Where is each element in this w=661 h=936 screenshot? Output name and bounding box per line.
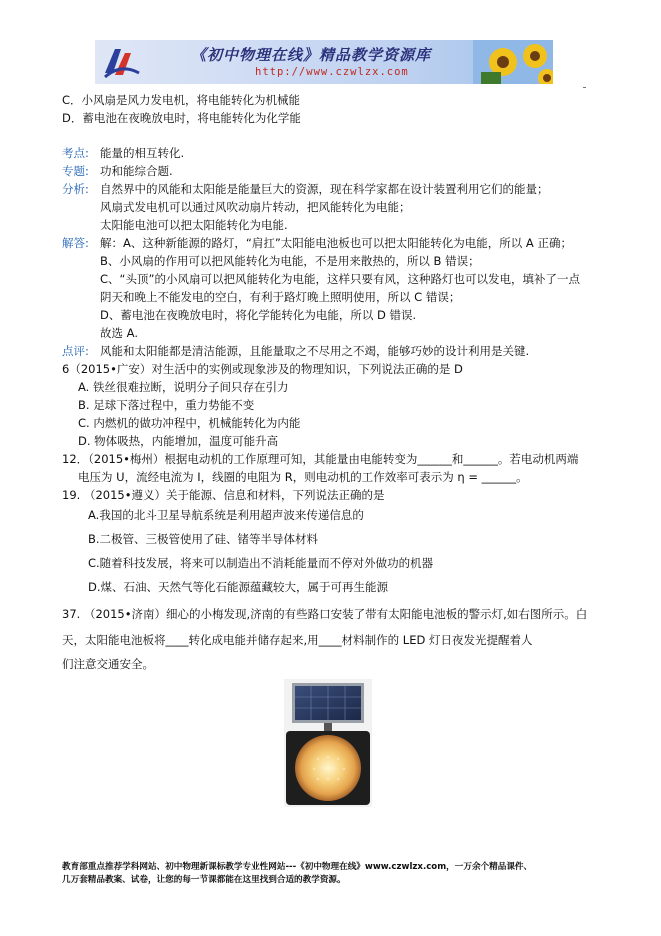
fenxi-line-3: 太阳能电池可以把太阳能转化为电能. [100, 218, 288, 232]
question-12-line-1: 12．（2015•梅州）根据电动机的工作原理可知，其能量由电能转变为______和______。若电动机两端 [62, 452, 579, 466]
q6-option-c: C. 内燃机的做功冲程中，机械能转化为内能 [78, 416, 301, 430]
zhuanti-label: 专题: [62, 164, 89, 178]
q19-option-b: B.二极管、三极管使用了硅、锗等半导体材料 [88, 532, 319, 546]
q6-option-d: D. 物体吸热，内能增加，温度可能升高 [78, 434, 279, 448]
q19-option-c: C.随着科技发展，将来可以制造出不消耗能量而不停对外做功的机器 [88, 556, 434, 570]
banner-url[interactable]: http://www.czwlzx.com [255, 66, 409, 78]
fenxi-line-2: 风扇式发电机可以通过风吹动扇片转动，把风能转化为电能； [100, 200, 411, 214]
q19-option-d: D.煤、石油、天然气等化石能源蕴藏较大，属于可再生能源 [88, 580, 389, 594]
page-footer [62, 861, 602, 887]
question-19: 19. （2015•遵义）关于能源、信息和材料，下列说法正确的是 [62, 488, 385, 502]
sunflower-icon [473, 40, 553, 84]
jieda-line-3: C、“头顶”的小风扇可以把风能转化为电能，这样只要有风，这种路灯也可以发电，填补了一点 [100, 272, 580, 286]
option-c: C．小风扇是风力发电机，将电能转化为机械能 [62, 93, 301, 107]
jieda-label: 解答: [62, 236, 89, 250]
footer-line-2: 几万套精品教案、试卷，让您的每一节课都能在这里找到合适的教学资源。 [62, 875, 346, 885]
q6-option-b: B. 足球下落过程中，重力势能不变 [78, 398, 255, 412]
jieda-line-2: B、小风扇的作用可以把风能转化为电能，不是用来散热的，所以 B 错误； [100, 254, 480, 268]
jieda-line-4: 阴天和晚上不能发电的空白，有利于路灯晚上照明使用，所以 C 错误； [100, 290, 461, 304]
dianping-label: 点评: [62, 344, 89, 358]
header-banner [95, 40, 553, 84]
zhuanti-text: 功和能综合题. [100, 164, 173, 178]
fenxi-label: 分析: [62, 182, 89, 196]
fenxi-line-1: 自然界中的风能和太阳能是能量巨大的资源，现在科学家都在设计装置利用它们的能量； [100, 182, 549, 196]
question-37-line-1: 37. （2015•济南）细心的小梅发现,济南的有些路口安装了带有太阳能电池板的警示灯,如右图所示。白 [62, 607, 588, 621]
kaodian-text: 能量的相互转化. [100, 146, 185, 160]
q19-option-a: A.我国的北斗卫星导航系统是利用超声波来传递信息的 [88, 508, 364, 522]
question-37-line-2: 天，太阳能电池板将____转化成电能并储存起来,用____材料制作的 LED 灯日夜发光提醒着人 [62, 633, 533, 647]
jieda-line-5: D、蓄电池在夜晚放电时，将化学能转化为电能，所以 D 错误. [100, 308, 417, 322]
footer-line-1: 教育部重点推荐学科网站、初中物理新课标教学专业性网站---《初中物理在线》www.czwlzx.com，一万余个精品课件、 [62, 862, 533, 872]
kaodian-label: 考点: [62, 146, 89, 160]
question-12-line-2: 电压为 U，流经电流为 I，线圈的电阻为 R，则电动机的工作效率可表示为 η = ______。 [78, 470, 528, 484]
banner-title: 《初中物理在线》精品教学资源库 [191, 46, 432, 64]
jieda-line-6: 故选 A. [100, 326, 138, 340]
option-d: D．蓄电池在夜晚放电时，将电能转化为化学能 [62, 111, 301, 125]
site-logo-icon [101, 43, 143, 81]
solar-warning-light-photo [284, 679, 372, 807]
jieda-line-1: 解：A、这种新能源的路灯，“肩扛”太阳能电池板也可以把太阳能转化为电能，所以 A 正确； [100, 236, 572, 250]
question-37-line-3: 们注意交通安全。 [62, 657, 154, 671]
dianping-text: 风能和太阳能都是清洁能源，且能量取之不尽用之不竭，能够巧妙的设计利用是关键. [100, 344, 530, 358]
q6-option-a: A. 铁丝很难拉断，说明分子间只存在引力 [78, 380, 289, 394]
question-6: 6（2015•广安）对生活中的实例或现象涉及的物理知识，下列说法正确的是 D [62, 362, 463, 376]
header-divider [583, 87, 586, 88]
